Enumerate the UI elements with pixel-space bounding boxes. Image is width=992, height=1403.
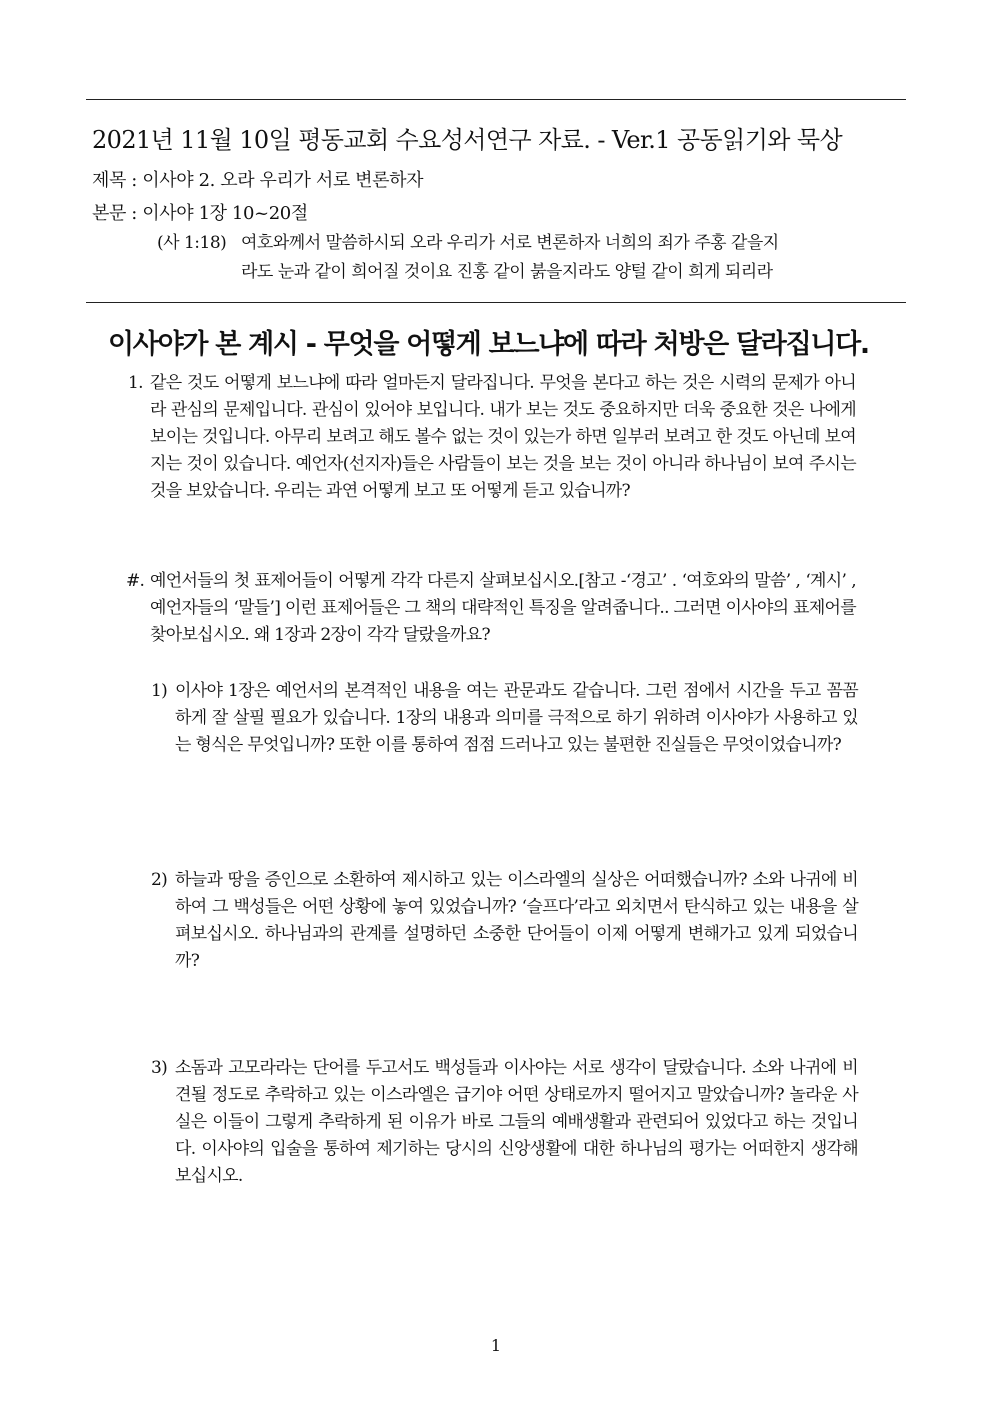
- question-2-marker: 2): [151, 870, 168, 890]
- question-3-text: 소돔과 고모라라는 단어를 두고서도 백성들과 이사야는 서로 생각이 달랐습니다. 소와 나귀에 비견될 정도로 추락하고 있는 이스라엘은 급기야 어떤 상태로까지 떨어지고 말았습니까? 놀라운 사실은 이들이 그렇게 추락하게 된 이유가 바로 그들의 예배생활과 관련되어 있었다고 하는 것입니다. 이사야의 입술을 통하여 제기하는 당시의 신앙생활에 대한 하나님의 평가는 어떠한지 생각해 보십시오.: [175, 1058, 858, 1186]
- question-3-marker: 3): [151, 1058, 168, 1078]
- header-bottom-rule: [86, 302, 906, 303]
- verse-reference: (사 1:18): [157, 233, 227, 253]
- subject-line: 제목 : 이사야 2. 오라 우리가 서로 변론하자: [92, 170, 424, 191]
- point-1-marker: 1.: [128, 373, 143, 393]
- question-1: [151, 678, 858, 759]
- section-heading: 이사야가 본 계시 - 무엇을 어떻게 보느냐에 따라 처방은 달라집니다.: [108, 329, 869, 360]
- question-2: [151, 867, 858, 975]
- note-text: 예언서들의 첫 표제어들이 어떻게 각각 다른지 살펴보십시오.[참고 -‘경고’ . ‘여호와의 말씀’ , ‘계시’ , 예언자들의 ‘말들’] 이런 표제어들은 그 책의 대략적인 특징을 알려줍니다.. 그러면 이사야의 표제어를 찾아보십시오. 왜 1장과 2장이 각각 달랐을까요?: [150, 571, 856, 645]
- point-1: [128, 370, 856, 505]
- question-3: [151, 1055, 858, 1190]
- note-paragraph: [126, 568, 856, 649]
- verse-line-2: 라도 눈과 같이 희어질 것이요 진홍 같이 붉을지라도 양털 같이 희게 되리라: [241, 262, 773, 282]
- note-marker: #.: [126, 571, 145, 591]
- passage-line: 본문 : 이사야 1장 10~20절: [92, 203, 308, 224]
- verse-quote: [157, 229, 857, 287]
- question-1-marker: 1): [151, 681, 168, 701]
- point-1-text: 같은 것도 어떻게 보느냐에 따라 얼마든지 달라집니다. 무엇을 본다고 하는 것은 시력의 문제가 아니라 관심의 문제입니다. 관심이 있어야 보입니다. 내가 보는 것도 중요하지만 더욱 중요한 것은 나에게 보이는 것입니다. 아무리 보려고 해도 볼수 없는 것이 있는가 하면 일부러 보려고 한 것도 아닌데 보여지는 것이 있습니다. 예언자(선지자)들은 사람들이 보는 것을 보는 것이 아니라 하나님이 보여 주시는 것을 보았습니다. 우리는 과연 어떻게 보고 또 어떻게 듣고 있습니까?: [150, 373, 856, 501]
- question-2-text: 하늘과 땅을 증인으로 소환하여 제시하고 있는 이스라엘의 실상은 어떠했습니까? 소와 나귀에 비하여 그 백성들은 어떤 상황에 놓여 있었습니까? ‘슬프다’라고 외치면서 탄식하고 있는 내용을 살펴보십시오. 하나님과의 관계를 설명하던 소중한 단어들이 이제 어떻게 변해가고 있게 되었습니까?: [175, 870, 858, 971]
- top-rule: [86, 99, 906, 100]
- document-title: 2021년 11월 10일 평동교회 수요성서연구 자료. - Ver.1 공동읽기와 묵상: [92, 126, 843, 154]
- verse-line-1: (사 1:18) 여호와께서 말씀하시되 오라 우리가 서로 변론하자 너희의 죄가 주홍 같을지: [157, 229, 857, 258]
- page-number: 1: [490, 1336, 502, 1355]
- question-1-text: 이사야 1장은 예언서의 본격적인 내용을 여는 관문과도 같습니다. 그런 점에서 시간을 두고 꼼꼼하게 잘 살필 필요가 있습니다. 1장의 내용과 의미를 극적으로 하기 위하려 이사야가 사용하고 있는 형식은 무엇입니까? 또한 이를 통하여 점점 드러나고 있는 불편한 진실들은 무엇이었습니까?: [175, 681, 858, 755]
